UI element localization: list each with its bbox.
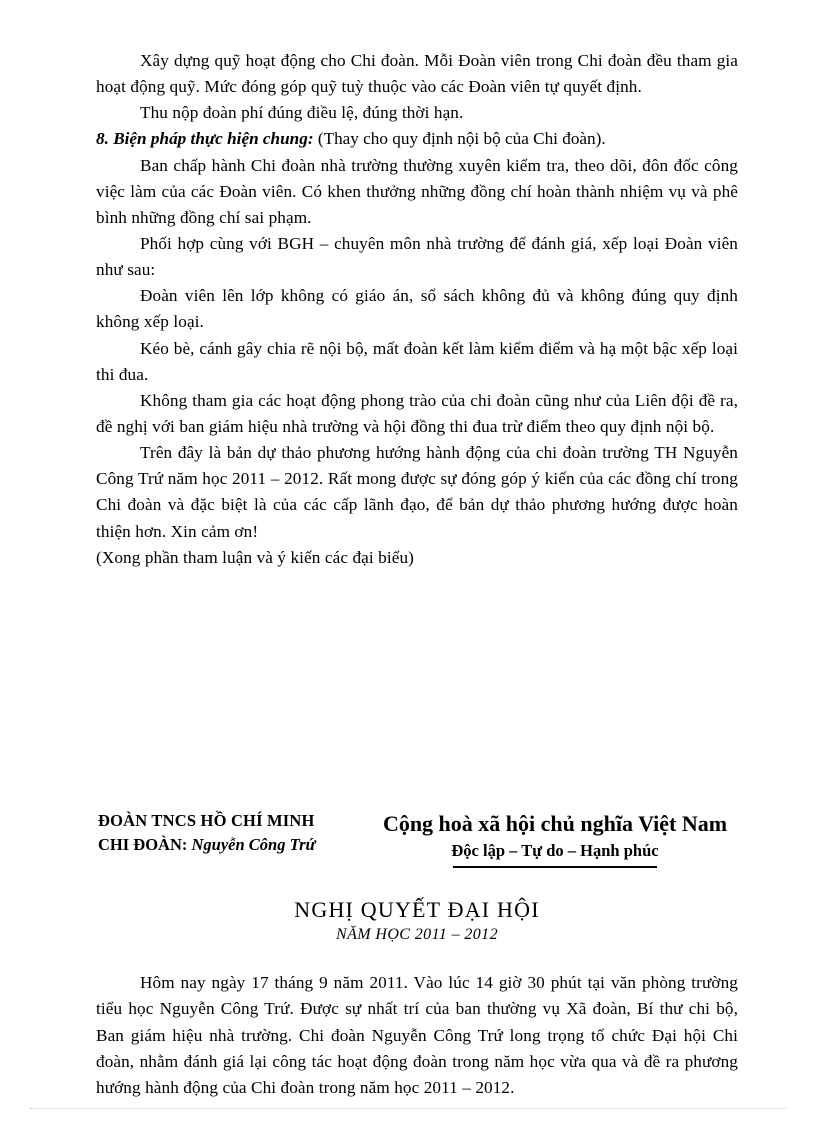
paragraph-4: Kéo bè, cánh gây chia rẽ nội bộ, mất đoàn kết làm kiểm điểm và hạ một bậc xếp loại thi đua. xyxy=(96,338,738,384)
chapter-name: Nguyễn Công Trứ xyxy=(187,834,316,854)
country-name: Cộng hoà xã hội chủ nghĩa Việt Nam xyxy=(382,810,728,836)
opening-paragraph: Hôm nay ngày 17 tháng 9 năm 2011. Vào lúc 14 giờ 30 phút tại văn phòng trường tiểu học Nguyễn Công Trứ. Được sự nhất trí của ban thường vụ Xã đoàn, Bí thư chi bộ, Ban giám hiệu nhà trường. Chi đoàn Nguyễn Công Trứ long trọng tổ chức Đại hội Chi đoàn, nhằm đánh giá lại công tác hoạt động đoàn trong năm học vừa qua và đề ra phương hướng hành động của Chi đoàn trong năm học 2011 – 2012. xyxy=(96,973,738,1097)
closing-note: (Xong phần tham luận và ý kiến các đại biểu) xyxy=(96,547,414,567)
organization-line: ĐOÀN TNCS HỒ CHÍ MINH xyxy=(98,810,315,830)
paragraph-3: Đoàn viên lên lớp không có giáo án, sổ sách không đủ và không đúng quy định không xếp loại. xyxy=(96,286,738,332)
letterhead-left xyxy=(96,809,378,857)
document-subtitle: NĂM HỌC 2011 – 2012 xyxy=(336,926,498,944)
paragraph-1: Ban chấp hành Chi đoàn nhà trường thường xuyên kiểm tra, theo dõi, đôn đốc công việc làm của các Đoàn viên. Có khen thưởng những đồng chí hoàn thành nhiệm vụ và phê bình những đồng chí sai phạm. xyxy=(96,155,738,227)
blank-space xyxy=(96,571,738,803)
section-heading-rest: (Thay cho quy định nội bộ của Chi đoàn). xyxy=(313,129,606,149)
paragraph-5: Không tham gia các hoạt động phong trào của chi đoàn cũng như của Liên đội đề ra, đề nghị với ban giám hiệu nhà trường và hội đồng thi đua trừ điểm theo quy định nội bộ. xyxy=(96,390,738,436)
chapter-line xyxy=(98,833,378,857)
letterhead-right xyxy=(378,809,738,868)
paragraph-top-2: Thu nộp đoàn phí đúng điều lệ, đúng thời hạn. xyxy=(140,103,464,123)
section-heading-number: 8. Biện pháp thực hiện chung: xyxy=(96,129,314,149)
national-motto: Độc lập – Tự do – Hạnh phúc xyxy=(451,840,659,860)
motto-wrapper xyxy=(451,839,658,868)
section-heading xyxy=(96,126,738,152)
document-title: NGHỊ QUYẾT ĐẠI HỘI xyxy=(294,896,540,922)
page-bottom-divider xyxy=(30,1108,786,1109)
paragraph-2: Phối hợp cùng với BGH – chuyên môn nhà trường để đánh giá, xếp loại Đoàn viên như sau: xyxy=(96,233,738,280)
chapter-label: CHI ĐOÀN: xyxy=(98,834,188,854)
motto-underline xyxy=(453,866,657,867)
paragraph-top-1: Xây dựng quỹ hoạt động cho Chi đoàn. Mỗi Đoàn viên trong Chi đoàn đều tham gia hoạt động quỹ. Mức đóng góp quỹ tuỳ thuộc vào các Đoàn viên tự quyết định. xyxy=(96,51,738,97)
letterhead xyxy=(96,809,738,868)
paragraph-6: Trên đây là bản dự thảo phương hướng hành động của chi đoàn trường TH Nguyễn Công Trứ năm học 2011 – 2012. Rất mong được sự đóng góp ý kiến của các đồng chí trong Chi đoàn và đặc biệt là của các cấp lãnh đạo, để bản dự thảo phương hướng được hoàn thiện hơn. Xin cảm ơn! xyxy=(96,443,738,541)
